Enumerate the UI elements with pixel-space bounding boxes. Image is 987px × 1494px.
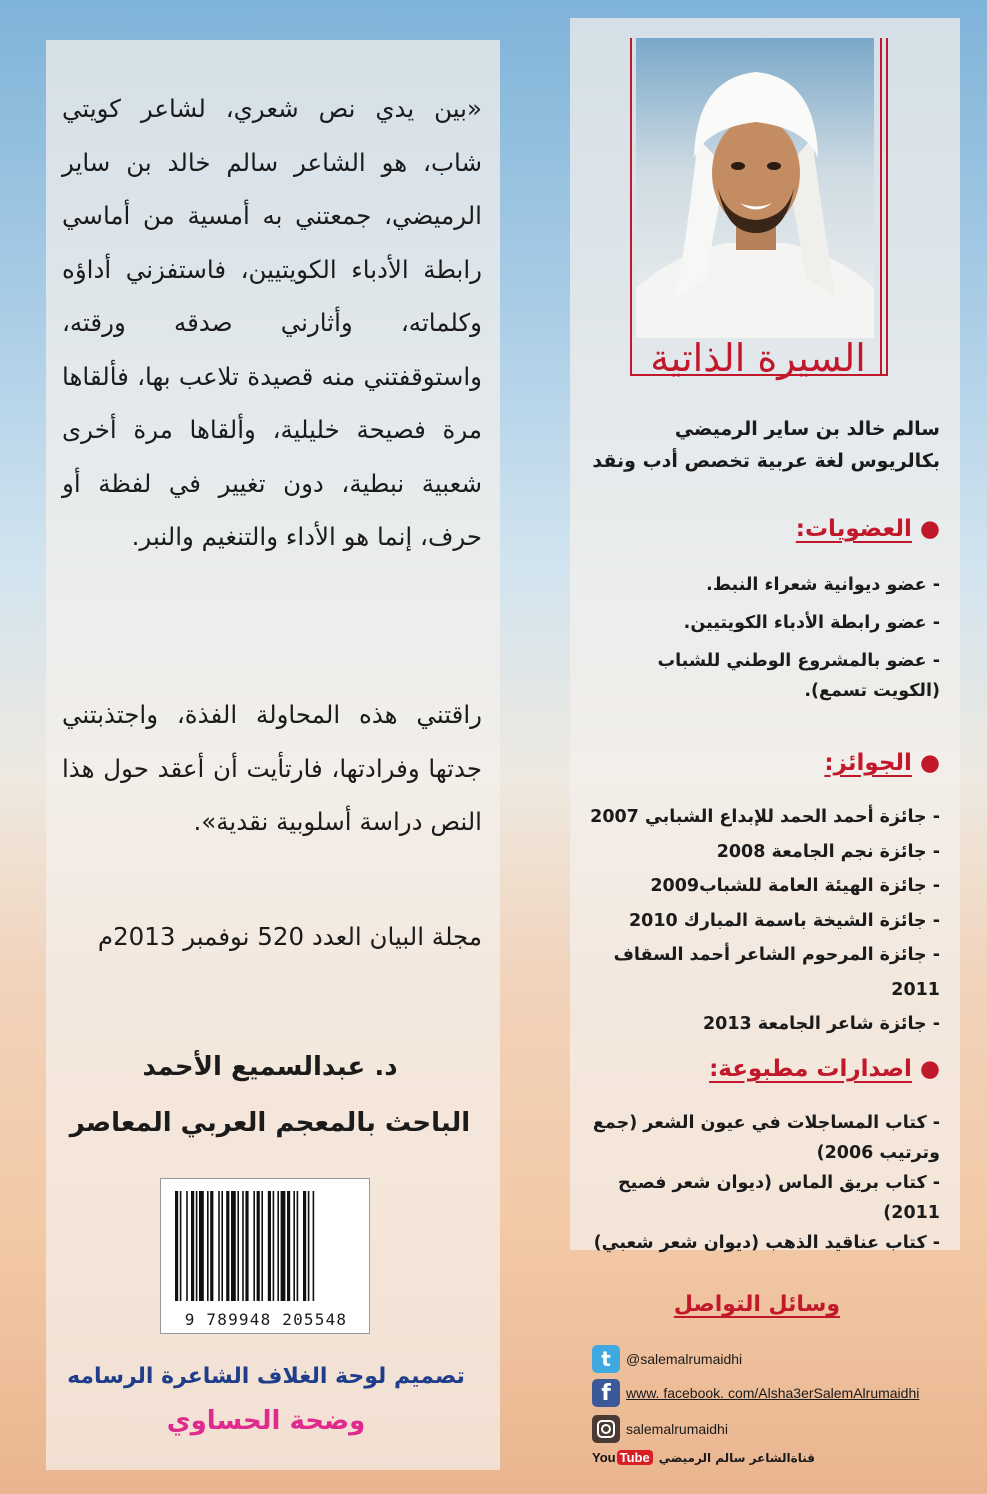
- list-item: - عضو رابطة الأدباء الكويتيين.: [590, 608, 940, 638]
- facebook-icon: f: [592, 1379, 620, 1407]
- barcode-bar: [186, 1191, 188, 1301]
- reviewer-name: د. عبدالسميع الأحمد: [142, 1052, 398, 1082]
- barcode-bar: [210, 1191, 213, 1301]
- cover-design-credit: تصميم لوحة الغلاف الشاعرة الرسامه: [67, 1364, 465, 1389]
- title-frame-line-right-2: [886, 38, 888, 374]
- youtube-channel-name[interactable]: قناةالشاعر سالم الرميضي: [658, 1450, 815, 1465]
- barcode-bar: [281, 1191, 286, 1301]
- memberships-list: [590, 570, 940, 714]
- twitter-handle[interactable]: @salemalrumaidhi: [626, 1351, 743, 1367]
- barcode-bar: [245, 1191, 248, 1301]
- barcode-bar: [191, 1191, 194, 1301]
- barcode-bar: [180, 1191, 182, 1301]
- barcode-bar: [308, 1191, 310, 1301]
- instagram-icon: [592, 1415, 620, 1443]
- barcode-bar: [257, 1191, 260, 1301]
- list-item: - كتاب عناقيد الذهب (ديوان شعر شعبي): [590, 1228, 940, 1258]
- barcode-bars: [161, 1179, 371, 1309]
- barcode-bar: [226, 1191, 229, 1301]
- reviewer-title: الباحث بالمعجم العربي المعاصر: [69, 1108, 471, 1138]
- barcode-bar: [303, 1191, 306, 1301]
- review-quote: «بين يدي نص شعري، لشاعر كويتي شاب، هو الشاعر سالم خالد بن ساير الرميضي، جمعتني به أمسية من أماسي رابطة الأدباء الكويتيين، فاستفزني أداؤه وكلماته، وأثارني صدقه ورقته، واستوقفتني منه قصيدة تلاعب بها، فألقاها مرة فصيحة خليلية، وألقاها مرة أخرى شعبية نبطية، دون تغيير في لفظة أو حرف، إنما هو الأداء والتنغيم والنبر.: [62, 94, 482, 551]
- isbn-barcode: [160, 1178, 370, 1334]
- social-heading: وسائل التواصل: [673, 1292, 840, 1317]
- youtube-icon: You Tube: [592, 1450, 653, 1465]
- twitter-row[interactable]: [592, 1344, 742, 1374]
- barcode-bar: [218, 1191, 220, 1301]
- facebook-link[interactable]: www. facebook. com/Alsha3erSalemAlrumaidhi: [626, 1385, 920, 1401]
- facebook-row[interactable]: [592, 1378, 919, 1408]
- twitter-icon: t: [592, 1345, 620, 1373]
- cover-designer-name: وضحة الحساوي: [166, 1406, 366, 1436]
- list-item: - جائزة الهيئة العامة للشباب2009: [590, 869, 940, 904]
- barcode-bar: [221, 1191, 223, 1301]
- instagram-handle[interactable]: salemalrumaidhi: [626, 1421, 728, 1437]
- list-item: - كتاب بريق الماس (ديوان شعر فصيح 2011): [590, 1168, 940, 1228]
- instagram-row[interactable]: [592, 1414, 728, 1444]
- barcode-bar: [253, 1191, 255, 1301]
- barcode-bar: [242, 1191, 244, 1301]
- barcode-bar: [207, 1191, 209, 1301]
- awards-list: [590, 800, 940, 1042]
- barcode-bar: [231, 1191, 236, 1301]
- barcode-bar: [199, 1191, 204, 1301]
- youtube-row[interactable]: [592, 1450, 815, 1465]
- list-item: - جائزة أحمد الحمد للإبداع الشبابي 2007: [590, 800, 940, 835]
- barcode-bar: [297, 1191, 299, 1301]
- list-item: - جائزة نجم الجامعة 2008: [590, 835, 940, 870]
- author-photo: [636, 38, 874, 338]
- title-frame-line-left: [630, 38, 632, 374]
- barcode-bar: [313, 1191, 315, 1301]
- barcode-bar: [273, 1191, 275, 1301]
- barcode-bar: [175, 1191, 178, 1301]
- author-portrait-illustration: [636, 38, 874, 338]
- barcode-bar: [293, 1191, 295, 1301]
- bullet-icon: ●: [919, 516, 940, 542]
- barcode-bar: [287, 1191, 290, 1301]
- barcode-bar: [261, 1191, 263, 1301]
- list-item: - عضو بالمشروع الوطني للشباب (الكويت تسمع).: [590, 646, 940, 706]
- awards-heading: ●الجوائز:: [824, 750, 940, 776]
- barcode-bar: [268, 1191, 271, 1301]
- list-item: - عضو ديوانية شعراء النبط.: [590, 570, 940, 600]
- barcode-bar: [277, 1191, 279, 1301]
- list-item: - جائزة الشيخة باسمة المبارك 2010: [590, 904, 940, 939]
- list-item: - كتاب المساجلات في عيون الشعر (جمع وترتيب 2006): [590, 1108, 940, 1168]
- barcode-bar: [237, 1191, 239, 1301]
- isbn-number: 9 789948 205548: [184, 1310, 348, 1329]
- bullet-icon: ●: [919, 1056, 940, 1082]
- list-item: - جائزة المرحوم الشاعر أحمد السقاف 2011: [590, 938, 940, 1007]
- memberships-heading: ●العضويات:: [795, 516, 940, 542]
- biography-title: السيرة الذاتية: [650, 336, 866, 380]
- bullet-icon: ●: [919, 750, 940, 776]
- author-degree: بكالريوس لغة عربية تخصص أدب ونقد: [592, 450, 940, 472]
- list-item: - جائزة شاعر الجامعة 2013: [590, 1007, 940, 1042]
- publications-heading: ●اصدارات مطبوعة:: [709, 1056, 940, 1082]
- review-paragraph-2: راقتني هذه المحاولة الفذة، واجتذبتني جدتها وفرادتها، فارتأيت أن أعقد حول هذا النص دراسة أسلوبية نقدية».: [62, 700, 482, 836]
- title-frame-line-right: [880, 38, 882, 374]
- barcode-bar: [196, 1191, 198, 1301]
- publications-list: [590, 1108, 940, 1258]
- review-source: مجلة البيان العدد 520 نوفمبر 2013م: [97, 922, 482, 951]
- author-full-name: سالم خالد بن ساير الرميضي: [674, 418, 940, 440]
